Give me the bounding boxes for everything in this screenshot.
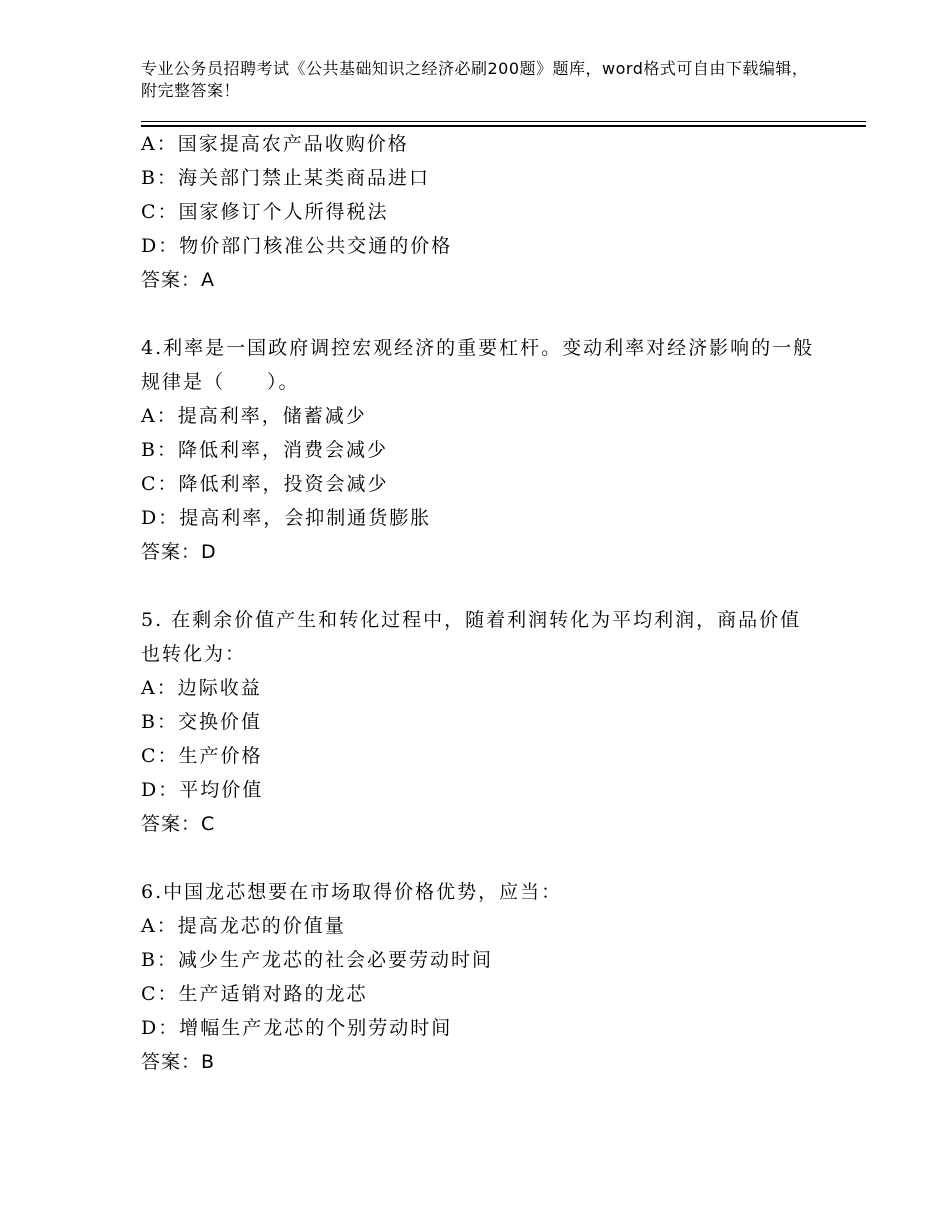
question-stem: 4.利率是一国政府调控宏观经济的重要杠杆。变动利率对经济影响的一般规律是（ ）。 (141, 337, 815, 393)
answer: 答案：C (141, 813, 216, 835)
question-stem: 5. 在剩余价值产生和转化过程中，随着利润转化为平均利润，商品价值也转化为： (141, 609, 802, 665)
option-d: D：物价部门核准公共交通的价格 (141, 235, 453, 257)
question-partial (141, 127, 841, 297)
header-divider-thin (141, 121, 866, 122)
answer: 答案：B (141, 1051, 216, 1073)
option-b: B：减少生产龙芯的社会必要劳动时间 (141, 949, 493, 971)
option-d: D：增幅生产龙芯的个别劳动时间 (141, 1017, 453, 1039)
question-list (141, 127, 841, 1079)
option-a: A：边际收益 (141, 677, 262, 699)
option-c: C：国家修订个人所得税法 (141, 201, 389, 223)
question-stem: 6.中国龙芯想要在市场取得价格优势，应当： (141, 881, 563, 903)
question-4 (141, 331, 841, 569)
option-b: B：降低利率，消费会减少 (141, 439, 388, 461)
option-d: D：平均价值 (141, 779, 264, 801)
option-c: C：生产价格 (141, 745, 263, 767)
option-c: C：生产适销对路的龙芯 (141, 983, 368, 1005)
option-b: B：海关部门禁止某类商品进口 (141, 167, 430, 189)
answer: 答案：D (141, 541, 217, 563)
option-b: B：交换价值 (141, 711, 262, 733)
option-a: A：提高利率，储蓄减少 (141, 405, 367, 427)
question-5 (141, 603, 841, 841)
question-6 (141, 875, 841, 1079)
option-a: A：国家提高农产品收购价格 (141, 133, 409, 155)
answer: 答案：A (141, 269, 215, 291)
option-c: C：降低利率，投资会减少 (141, 473, 389, 495)
option-d: D：提高利率，会抑制通货膨胀 (141, 507, 432, 529)
document-header: 专业公务员招聘考试《公共基础知识之经济必刷200题》题库，word格式可自由下载编辑，附完整答案！ (141, 59, 809, 100)
option-a: A：提高龙芯的价值量 (141, 915, 346, 937)
